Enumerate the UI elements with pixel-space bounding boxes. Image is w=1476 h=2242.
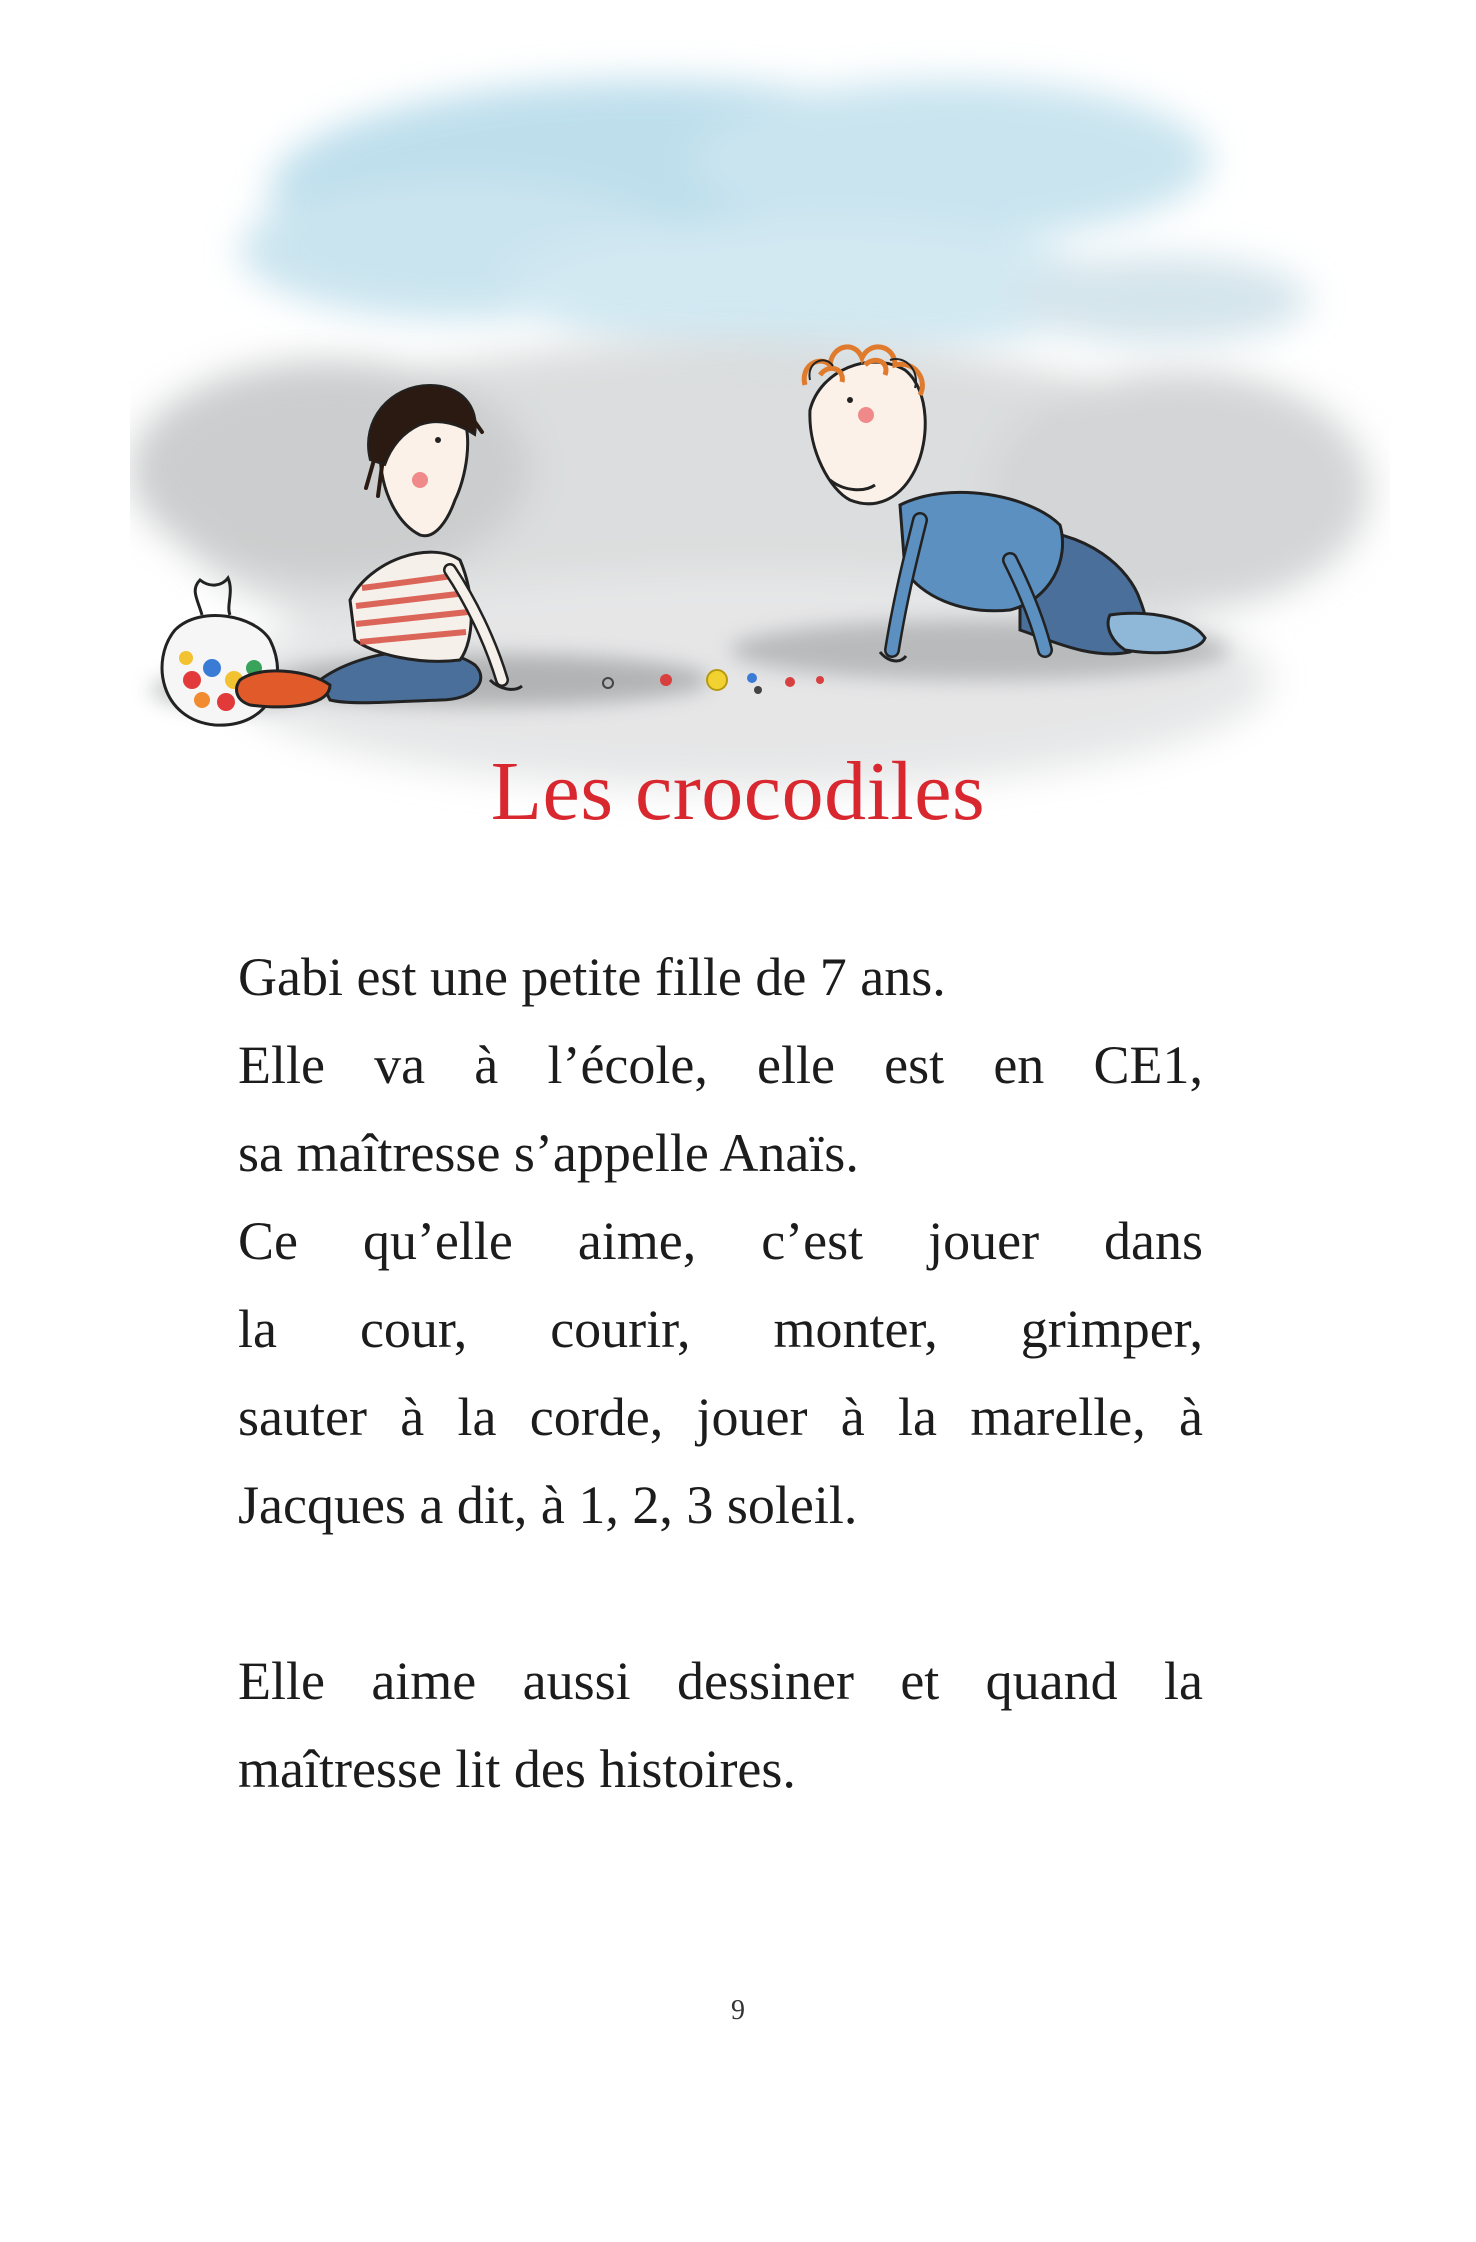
paragraph-gap	[238, 1549, 1203, 1637]
text-line: maîtresse lit des histoires.	[238, 1739, 796, 1799]
text-line: Ce qu’elle aime, c’est jouer dans	[238, 1211, 1203, 1271]
paragraph-2	[238, 1637, 1203, 1813]
text-line: sauter à la corde, jouer à la marelle, à	[238, 1387, 1203, 1447]
text-line: la cour, courir, monter, grimper,	[238, 1299, 1203, 1359]
sky-wash	[240, 80, 1310, 360]
text-line: Elle aime aussi dessiner et quand la	[238, 1651, 1203, 1711]
paragraph-1	[238, 933, 1203, 1549]
story-text	[238, 933, 1203, 1813]
ground-wash	[130, 340, 1370, 790]
text-line: Jacques a dit, à 1, 2, 3 soleil.	[238, 1475, 858, 1535]
text-line: Gabi est une petite fille de 7 ans.	[238, 947, 946, 1007]
page-number: 9	[731, 1995, 745, 2026]
text-line: Elle va à l’école, elle est en CE1,	[238, 1035, 1203, 1095]
text-line: sa maîtresse s’appelle Anaïs.	[238, 1123, 859, 1183]
chapter-title: Les crocodiles	[490, 745, 986, 838]
